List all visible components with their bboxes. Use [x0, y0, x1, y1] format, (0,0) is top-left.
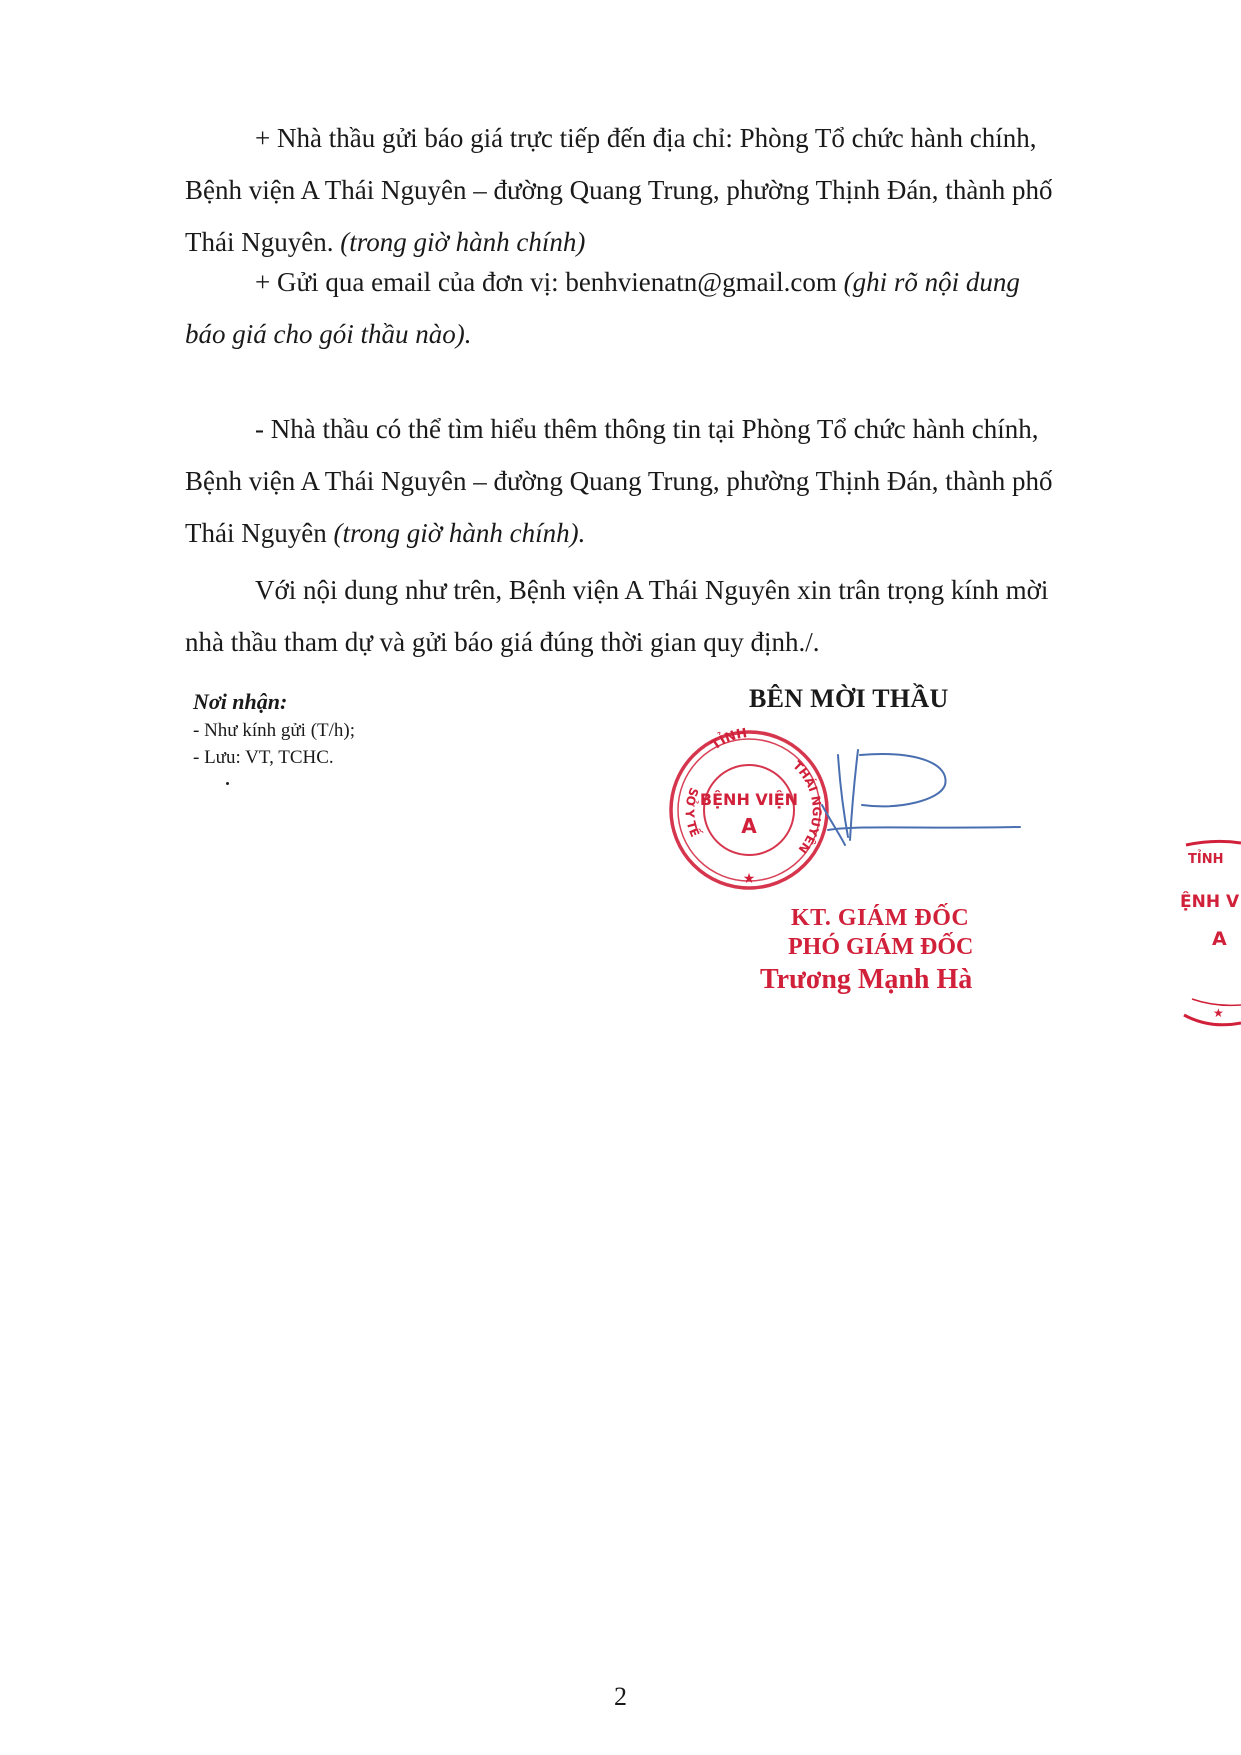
paragraph-email — [185, 256, 1123, 360]
recipient-item: - Lưu: VT, TCHC. — [193, 747, 334, 768]
seal-arc-text-top: TỈNH — [708, 726, 749, 754]
partial-seal-edge — [1180, 835, 1241, 1035]
paragraph-line: Bệnh viện A Thái Nguyên – đường Quang Trung, phường Thịnh Đán, thành phố — [185, 175, 1053, 205]
edge-seal-star-icon: ★ — [1213, 1006, 1224, 1020]
handwritten-signature — [800, 745, 1025, 850]
paragraph-line: nhà thầu tham dự và gửi báo giá đúng thời gian quy định./. — [185, 627, 820, 657]
paragraph-line: + Nhà thầu gửi báo giá trực tiếp đến địa chỉ: Phòng Tổ chức hành chính, — [255, 123, 1037, 153]
seal-center-line2: A — [741, 814, 757, 838]
email-note: (ghi rõ nội dung — [843, 267, 1020, 297]
stamp-kt-giam-doc: KT. GIÁM ĐỐC — [791, 905, 970, 931]
paragraph-line: Thái Nguyên — [185, 518, 334, 548]
signature-title: BÊN MỜI THẦU — [749, 684, 949, 713]
recipients-title: Nơi nhận: — [193, 689, 288, 714]
signer-name: Trương Mạnh Hà — [760, 964, 973, 995]
seal-arc-text-left: SỞ Y TẾ — [682, 785, 703, 840]
seal-star-icon: ★ — [742, 872, 756, 887]
email-note-continued: báo giá cho gói thầu nào). — [185, 319, 472, 349]
paragraph-line: - Nhà thầu có thể tìm hiểu thêm thông tin tại Phòng Tổ chức hành chính, — [255, 414, 1039, 444]
paragraph-line: Với nội dung như trên, Bệnh viện A Thái Nguyên xin trân trọng kính mời — [255, 575, 1049, 605]
stray-dot — [226, 782, 229, 785]
paragraph-closing — [185, 564, 1123, 668]
office-hours-note: (trong giờ hành chính). — [333, 518, 586, 548]
recipient-item: - Như kính gửi (T/h); — [193, 720, 356, 741]
paragraph-line: Bệnh viện A Thái Nguyên – đường Quang Trung, phường Thịnh Đán, thành phố — [185, 466, 1053, 496]
paragraph-direct-delivery — [185, 112, 1123, 268]
edge-seal-text: ỆNH V — [1180, 892, 1240, 912]
paragraph-line: Thái Nguyên. — [185, 227, 341, 257]
recipients-block — [193, 688, 355, 771]
paragraph-more-info — [185, 403, 1123, 559]
page-number: 2 — [614, 1682, 627, 1711]
signer-position: PHÓ GIÁM ĐỐC — [788, 934, 974, 960]
office-hours-note: (trong giờ hành chính) — [340, 227, 586, 257]
edge-seal-text: TỈNH — [1188, 852, 1224, 867]
edge-seal-text: A — [1212, 928, 1227, 950]
seal-center-line1: BỆNH VIỆN — [699, 790, 799, 809]
seal-arc-text-right: THÁI NGUYÊN — [790, 758, 824, 857]
paragraph-line: + Gửi qua email của đơn vị: benhvienatn@gmail.com — [255, 267, 844, 297]
